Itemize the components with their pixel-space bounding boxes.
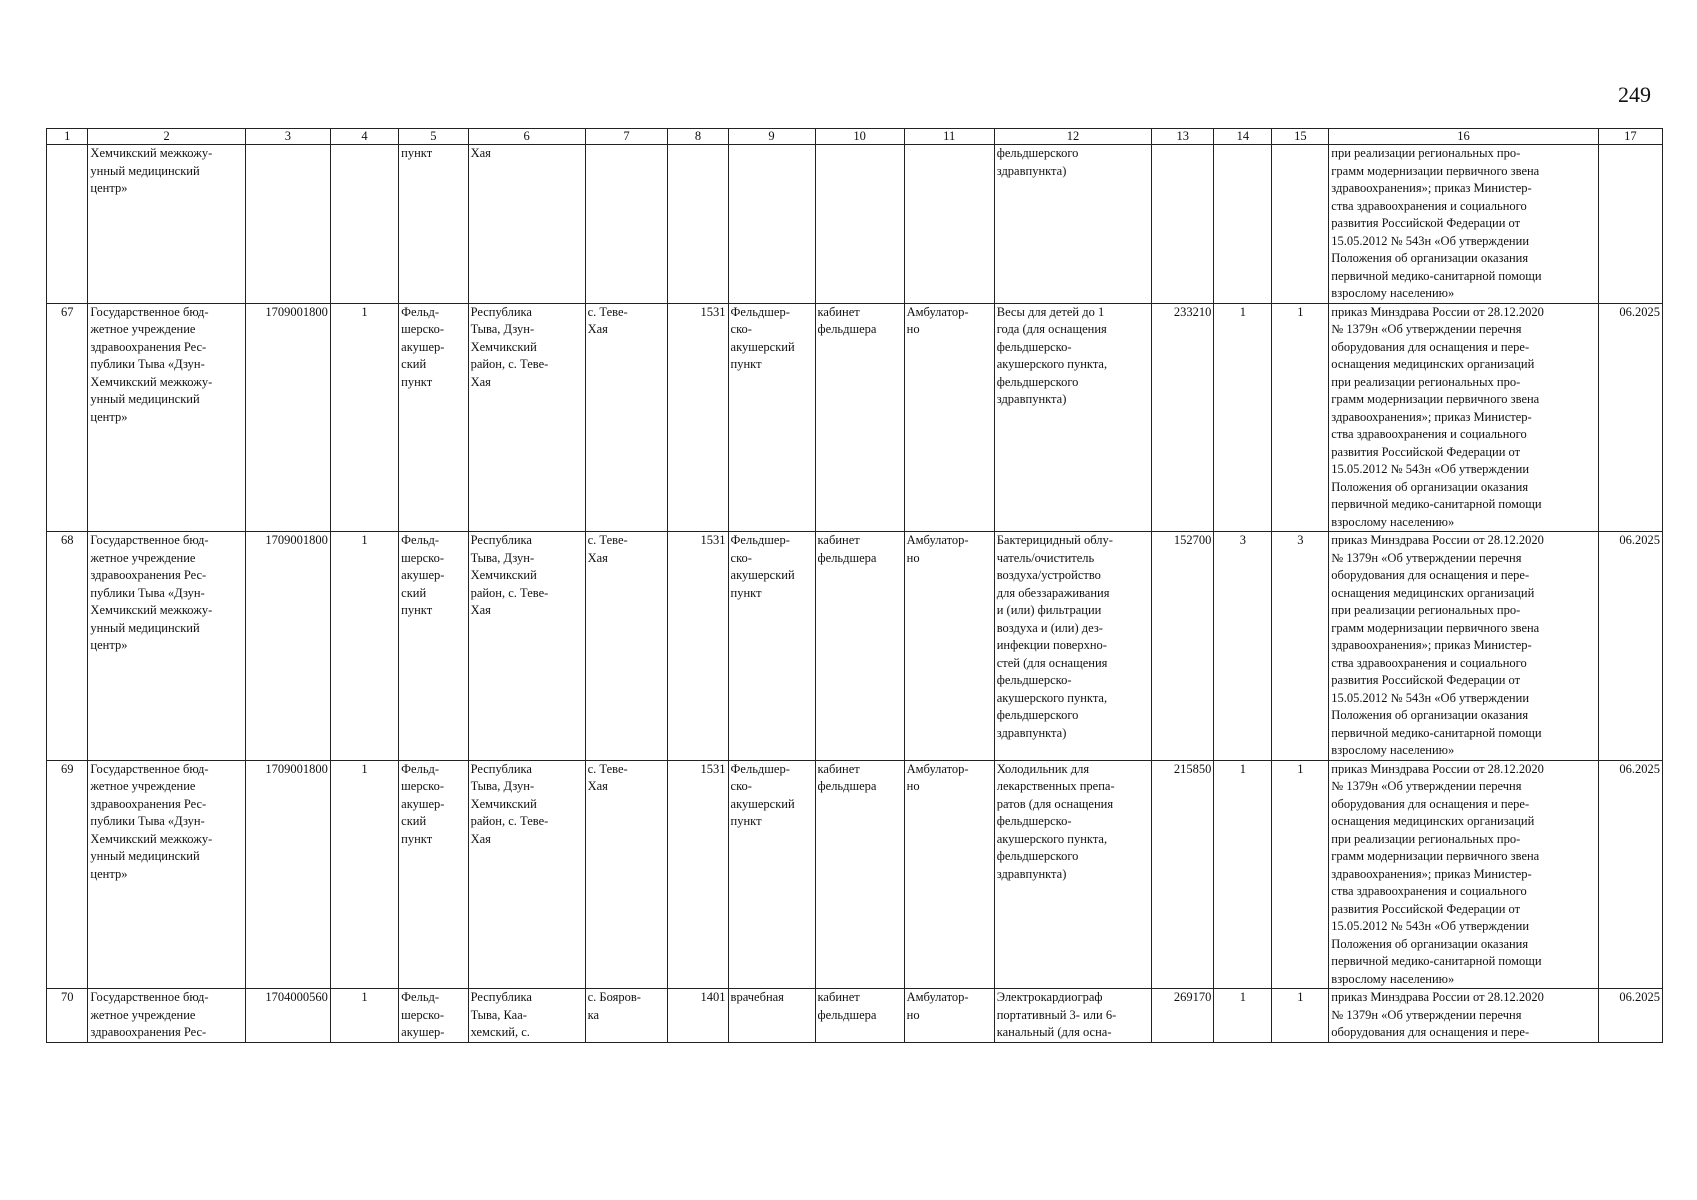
cell-text: 1704000560 xyxy=(265,990,328,1004)
cell-text: с. Теве- Хая xyxy=(587,304,628,336)
column-number-4: 4 xyxy=(330,129,398,145)
cell-text: 233210 xyxy=(1173,304,1212,319)
cell-text: 1 xyxy=(1297,304,1304,319)
column-number-17: 17 xyxy=(1598,129,1662,145)
table-cell-col-11 xyxy=(904,145,994,304)
table-cell-col-13 xyxy=(1152,145,1214,304)
cell-text: Республика Тыва, Каа- хемский, с. xyxy=(470,990,532,1039)
cell-text: Амбулатор- но xyxy=(906,304,969,336)
cell-text: 3 xyxy=(1239,533,1246,547)
table-cell-col-5 xyxy=(399,989,468,1043)
table-row xyxy=(47,989,1663,1043)
table-cell-col-16 xyxy=(1329,760,1598,989)
table-cell-col-6 xyxy=(468,145,585,304)
table-cell-col-7 xyxy=(585,760,668,989)
table-cell-col-15 xyxy=(1272,145,1329,304)
table-cell-col-16 xyxy=(1329,989,1598,1043)
cell-text: Фельд- шерско- акушер- ский пункт xyxy=(401,533,445,617)
cell-text: 1709001800 xyxy=(265,761,328,776)
table-cell-col-8 xyxy=(668,532,728,761)
cell-text: 1709001800 xyxy=(265,533,328,547)
cell-text: приказ Минздрава России от 28.12.2020 № 1379н «Об утверждении перечня оборудования для оснащения и пере- оснащения медицинских организаций при реализации региональных про- грамм модернизации первичного звена здравоохранения»; приказ Министер- ства здравоохранения и социального развития Российской Федерации от 15.05.2012 № 543н «Об утверждении Положения об организации оказания первичной медико-санитарной помощи взрослому населению» xyxy=(1331,761,1544,986)
table-cell-col-1 xyxy=(47,760,88,989)
table-cell-col-13 xyxy=(1152,303,1214,532)
table-cell-col-2 xyxy=(88,989,245,1043)
table-cell-col-15 xyxy=(1272,989,1329,1043)
table-cell-col-6 xyxy=(468,303,585,532)
cell-text: кабинет фельдшера xyxy=(817,761,877,793)
table-cell-col-9 xyxy=(728,760,815,989)
table-cell-col-17 xyxy=(1598,760,1662,989)
cell-text: приказ Минздрава России от 28.12.2020 № 1379н «Об утверждении перечня оборудования для оснащения и пере- xyxy=(1331,990,1544,1039)
cell-text: 269170 xyxy=(1173,990,1212,1004)
cell-text: при реализации региональных про- грамм модернизации первичного звена здравоохранения»; приказ Министер- ства здравоохранения и социального развития Российской Федерации от 15.05.2012 № 543н «Об утверждении Положения об организации оказания первичной медико-санитарной помощи взрослому населению» xyxy=(1331,146,1542,300)
table-cell-col-11 xyxy=(904,760,994,989)
cell-text: фельдшерского здравпункта) xyxy=(996,146,1079,178)
column-number-header xyxy=(47,129,1663,145)
table-cell-col-14 xyxy=(1214,303,1272,532)
table-cell-col-13 xyxy=(1152,989,1214,1043)
cell-text: 1 xyxy=(1297,761,1304,776)
table-cell-col-6 xyxy=(468,760,585,989)
cell-text: 1 xyxy=(1239,761,1246,776)
column-number-3: 3 xyxy=(245,129,330,145)
table-cell-col-16 xyxy=(1329,532,1598,761)
table-cell-col-7 xyxy=(585,303,668,532)
table-body xyxy=(47,145,1663,1043)
cell-text: 69 xyxy=(60,761,74,776)
cell-text: приказ Минздрава России от 28.12.2020 № 1379н «Об утверждении перечня оборудования для оснащения и пере- оснащения медицинских организаций при реализации региональных про- грамм модернизации первичного звена здравоохранения»; приказ Министер- ства здравоохранения и социального развития Российской Федерации от 15.05.2012 № 543н «Об утверждении Положения об организации оказания первичной медико-санитарной помощи взрослому населению» xyxy=(1331,304,1544,529)
cell-text: с. Теве- Хая xyxy=(587,533,628,565)
table-cell-col-4 xyxy=(330,532,398,761)
cell-text: 1531 xyxy=(700,533,726,547)
cell-text: Государственное бюд- жетное учреждение здравоохранения Рес- публики Тыва «Дзун- Хемчикский межкожу- унный медицинский центр» xyxy=(90,304,213,424)
column-number-14: 14 xyxy=(1214,129,1272,145)
table-cell-col-11 xyxy=(904,532,994,761)
table-cell-col-3 xyxy=(245,145,330,304)
table-cell-col-3 xyxy=(245,989,330,1043)
column-number-11: 11 xyxy=(904,129,994,145)
column-number-16: 16 xyxy=(1329,129,1598,145)
table-cell-col-10 xyxy=(815,303,904,532)
column-number-2: 2 xyxy=(88,129,245,145)
column-number-8: 8 xyxy=(668,129,728,145)
table-cell-col-1 xyxy=(47,989,88,1043)
table-cell-col-6 xyxy=(468,532,585,761)
column-number-1: 1 xyxy=(47,129,88,145)
table-cell-col-14 xyxy=(1214,760,1272,989)
column-number-6: 6 xyxy=(468,129,585,145)
cell-text: 06.2025 xyxy=(1619,761,1660,776)
cell-text: 1709001800 xyxy=(265,304,328,319)
cell-text: 1401 xyxy=(700,990,726,1004)
cell-text: Хая xyxy=(470,146,491,160)
cell-text: Хемчикский межкожу- унный медицинский центр» xyxy=(90,146,213,195)
cell-text: Бактерицидный облу- чатель/очиститель воздуха/устройство для обеззараживания и (или) фильтрации воздуха и (или) дез- инфекции поверхно- стей (для оснащения фельдшерско- акушерского пункта, фельдшерского здравпункта) xyxy=(996,533,1113,740)
table-cell-col-3 xyxy=(245,303,330,532)
cell-text: Фельд- шерско- акушер- xyxy=(401,990,445,1039)
table-cell-col-12 xyxy=(994,532,1151,761)
table-cell-col-13 xyxy=(1152,760,1214,989)
table-cell-col-10 xyxy=(815,760,904,989)
table-cell-col-8 xyxy=(668,989,728,1043)
column-number-9: 9 xyxy=(728,129,815,145)
table-cell-col-17 xyxy=(1598,145,1662,304)
cell-text: Государственное бюд- жетное учреждение здравоохранения Рес- публики Тыва «Дзун- Хемчикский межкожу- унный медицинский центр» xyxy=(90,533,213,652)
cell-text: 1 xyxy=(1239,304,1246,319)
cell-text: Фельд- шерско- акушер- ский пункт xyxy=(401,761,445,846)
cell-text: 215850 xyxy=(1173,761,1212,776)
table-cell-col-9 xyxy=(728,989,815,1043)
column-number-12: 12 xyxy=(994,129,1151,145)
table-cell-col-16 xyxy=(1329,145,1598,304)
cell-text: 06.2025 xyxy=(1619,533,1660,547)
table-cell-col-5 xyxy=(399,303,468,532)
cell-text: Амбулатор- но xyxy=(906,990,969,1022)
cell-text: Фельд- шерско- акушер- ский пункт xyxy=(401,304,445,389)
column-number-5: 5 xyxy=(399,129,468,145)
cell-text: 70 xyxy=(60,990,74,1004)
table-cell-col-5 xyxy=(399,532,468,761)
table-row xyxy=(47,760,1663,989)
equipment-table xyxy=(46,128,1663,1043)
cell-text: Электрокардиограф портативный 3- или 6- канальный (для осна- xyxy=(996,990,1117,1039)
table-cell-col-1 xyxy=(47,303,88,532)
table-cell-col-8 xyxy=(668,760,728,989)
table-cell-col-7 xyxy=(585,989,668,1043)
table-cell-col-2 xyxy=(88,760,245,989)
table-cell-col-12 xyxy=(994,145,1151,304)
table-cell-col-8 xyxy=(668,145,728,304)
cell-text: 1 xyxy=(361,533,368,547)
table-row xyxy=(47,303,1663,532)
cell-text: 06.2025 xyxy=(1619,304,1660,319)
table-cell-col-7 xyxy=(585,532,668,761)
table-cell-col-12 xyxy=(994,303,1151,532)
cell-text: 1 xyxy=(1297,990,1304,1004)
cell-text: Государственное бюд- жетное учреждение здравоохранения Рес- публики Тыва «Дзун- Хемчикский межкожу- унный медицинский центр» xyxy=(90,761,213,881)
cell-text: 3 xyxy=(1297,533,1304,547)
table-cell-col-8 xyxy=(668,303,728,532)
table-cell-col-15 xyxy=(1272,760,1329,989)
cell-text: Амбулатор- но xyxy=(906,761,969,793)
table-cell-col-17 xyxy=(1598,303,1662,532)
table-row xyxy=(47,532,1663,761)
table-cell-col-1 xyxy=(47,145,88,304)
table-cell-col-4 xyxy=(330,760,398,989)
table-cell-col-4 xyxy=(330,145,398,304)
cell-text: кабинет фельдшера xyxy=(817,533,877,565)
column-number-13: 13 xyxy=(1152,129,1214,145)
cell-text: приказ Минздрава России от 28.12.2020 № 1379н «Об утверждении перечня оборудования для оснащения и пере- оснащения медицинских организаций при реализации региональных про- грамм модернизации первичного звена здравоохранения»; приказ Министер- ства здравоохранения и социального развития Российской Федерации от 15.05.2012 № 543н «Об утверждении Положения об организации оказания первичной медико-санитарной помощи взрослому населению» xyxy=(1331,533,1544,757)
table-cell-col-15 xyxy=(1272,532,1329,761)
cell-text: 1531 xyxy=(700,761,726,776)
cell-text: Амбулатор- но xyxy=(906,533,969,565)
table-cell-col-6 xyxy=(468,989,585,1043)
table-cell-col-12 xyxy=(994,760,1151,989)
page-number: 249 xyxy=(1618,82,1651,107)
cell-text: 68 xyxy=(60,533,74,547)
table-cell-col-17 xyxy=(1598,532,1662,761)
cell-text: Республика Тыва, Дзун- Хемчикский район, с. Теве- Хая xyxy=(470,533,549,617)
cell-text: Республика Тыва, Дзун- Хемчикский район, с. Теве- Хая xyxy=(470,304,549,389)
cell-text: 06.2025 xyxy=(1619,990,1660,1004)
table-cell-col-15 xyxy=(1272,303,1329,532)
cell-text: 1 xyxy=(361,304,368,319)
column-number-15: 15 xyxy=(1272,129,1329,145)
table-cell-col-3 xyxy=(245,532,330,761)
table-cell-col-12 xyxy=(994,989,1151,1043)
cell-text: Холодильник для лекарственных препа- ратов (для оснащения фельдшерско- акушерского пункта, фельдшерского здравпункта) xyxy=(996,761,1115,881)
table-cell-col-17 xyxy=(1598,989,1662,1043)
table-cell-col-2 xyxy=(88,303,245,532)
table-cell-col-14 xyxy=(1214,989,1272,1043)
table-cell-col-9 xyxy=(728,145,815,304)
table-cell-col-2 xyxy=(88,532,245,761)
table-cell-col-5 xyxy=(399,760,468,989)
table-cell-col-16 xyxy=(1329,303,1598,532)
table-cell-col-11 xyxy=(904,303,994,532)
cell-text: Фельдшер- ско- акушерский пункт xyxy=(730,761,795,828)
cell-text: 67 xyxy=(60,304,74,319)
column-number-10: 10 xyxy=(815,129,904,145)
table-row xyxy=(47,145,1663,304)
cell-text: 152700 xyxy=(1173,533,1212,547)
cell-text: 1531 xyxy=(700,304,726,319)
cell-text: Фельдшер- ско- акушерский пункт xyxy=(730,304,795,371)
cell-text: с. Теве- Хая xyxy=(587,761,628,793)
table-cell-col-1 xyxy=(47,532,88,761)
table-cell-col-13 xyxy=(1152,532,1214,761)
table-cell-col-9 xyxy=(728,532,815,761)
table-cell-col-7 xyxy=(585,145,668,304)
table-cell-col-2 xyxy=(88,145,245,304)
table-cell-col-14 xyxy=(1214,532,1272,761)
table-cell-col-10 xyxy=(815,989,904,1043)
cell-text: врачебная xyxy=(730,990,784,1004)
table-cell-col-3 xyxy=(245,760,330,989)
cell-text: кабинет фельдшера xyxy=(817,990,877,1022)
table-cell-col-9 xyxy=(728,303,815,532)
cell-text: 1 xyxy=(361,761,368,776)
cell-text: 1 xyxy=(361,990,368,1004)
table-cell-col-10 xyxy=(815,532,904,761)
table-cell-col-4 xyxy=(330,303,398,532)
cell-text: пункт xyxy=(401,146,433,160)
cell-text: 1 xyxy=(1239,990,1246,1004)
cell-text: с. Бояров- ка xyxy=(587,990,641,1022)
column-number-7: 7 xyxy=(585,129,668,145)
cell-text: Весы для детей до 1 года (для оснащения фельдшерско- акушерского пункта, фельдшерского здравпункта) xyxy=(996,304,1108,406)
table-cell-col-4 xyxy=(330,989,398,1043)
table-cell-col-5 xyxy=(399,145,468,304)
cell-text: Государственное бюд- жетное учреждение здравоохранения Рес- xyxy=(90,990,209,1039)
table-cell-col-14 xyxy=(1214,145,1272,304)
table-cell-col-11 xyxy=(904,989,994,1043)
cell-text: Республика Тыва, Дзун- Хемчикский район, с. Теве- Хая xyxy=(470,761,549,846)
table-cell-col-10 xyxy=(815,145,904,304)
cell-text: Фельдшер- ско- акушерский пункт xyxy=(730,533,795,600)
cell-text: кабинет фельдшера xyxy=(817,304,877,336)
